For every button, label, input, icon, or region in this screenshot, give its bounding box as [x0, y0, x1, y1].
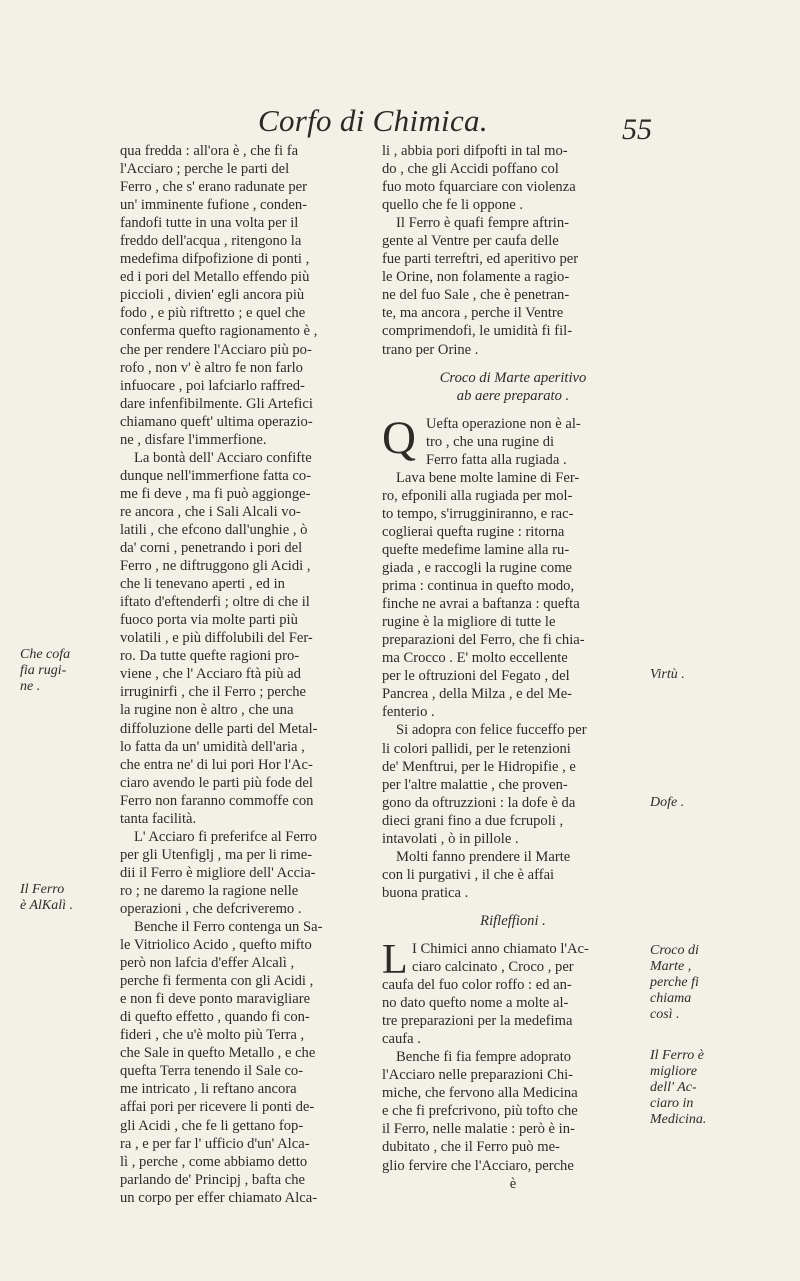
text-line: rugine è la migliore di tutte le [382, 614, 556, 631]
text-line: irruginirfi , che il Ferro ; perche [120, 684, 306, 701]
text-line: le Vitriolico Acido , quefto mifto [120, 937, 312, 954]
paragraph [120, 142, 366, 449]
text-line: finche ne avrai a baftanza : quefta [382, 596, 580, 613]
text-line: le Orine, non folamente a ragio- [382, 269, 570, 286]
text-line: che li tenevano aperti , ed in [120, 576, 285, 593]
note-line: Che cofa [20, 647, 71, 662]
text-line: piccioli , divien' egli ancora più [120, 287, 305, 304]
text-line: gente al Ventre per caufa delle [382, 233, 559, 250]
text-line: fodo , e più riftretto ; e quel che [120, 305, 306, 322]
note-line: è AlKalì . [20, 898, 74, 913]
running-head [0, 103, 800, 147]
text-line: fue parti terreftri, ed aperitivo per [382, 251, 579, 268]
note-line: dell' Ac- [650, 1080, 697, 1095]
text-line: però non lafcia d'effer Alcalì , [120, 955, 295, 972]
text-line: Il Ferro è quafi fempre aftrin- [396, 215, 570, 232]
text-line: operazioni , che defcriveremo . [120, 900, 302, 917]
text-line: e che fi prefcrivono, più tofto che [382, 1103, 578, 1120]
text-line: caufa . [382, 1031, 421, 1048]
note-line: Virtù . [650, 667, 685, 682]
paragraph [382, 1048, 644, 1192]
text-line: medefima difpofizione di ponti , [120, 251, 310, 268]
heading-line: ab aere preparato . [456, 387, 570, 404]
text-line: conferma quefto ragionamento è , [120, 323, 318, 340]
text-line: parlando de' Principj , bafta che [120, 1171, 305, 1188]
text-line: quefta Terra tenendo il Sale co- [120, 1063, 304, 1080]
text-line: la rugine non è altro , che una [120, 702, 294, 719]
text-line: per le oftruzioni del Fegato , del [382, 668, 570, 685]
text-line: li , abbia pori difpofti in tal mo- [382, 143, 568, 159]
note-line: Dofe . [650, 795, 685, 810]
text-line: caufa del fuo color roffo : ed an- [382, 977, 572, 994]
text-line: quello che fe li oppone . [382, 197, 524, 214]
paragraph [382, 142, 644, 214]
text-line: ciaro avendo le parti più fode del [120, 774, 313, 791]
drop-cap: Q [382, 411, 416, 464]
text-line: prima : continua in quefto modo, [382, 578, 575, 595]
text-line: e non fi deve ponto maravigliare [120, 991, 311, 1008]
text-line: freddo dell'acqua , ritengono la [120, 233, 302, 250]
text-line: da' corni , penetrando i pori del [120, 540, 303, 557]
text-line: fideri , che u'è molto più Terra , [120, 1027, 305, 1044]
text-line: affai pori per ricevere li ponti de- [120, 1099, 315, 1116]
text-line: volatili , e più diffolubili del Fer- [120, 630, 313, 647]
text-line: trano per Orine . [382, 341, 479, 358]
note-line: Marte , [650, 959, 692, 974]
text-line: lì , perche , come abbiamo detto [120, 1153, 308, 1170]
section-heading [382, 369, 644, 405]
text-line: iftato d'eftenderfi ; oltre di che il [120, 594, 310, 611]
page-number: 55 [622, 113, 652, 146]
note-line: ciaro in [650, 1096, 694, 1111]
text-line: fuoco porta via molte parti più [120, 612, 298, 629]
paragraph [382, 848, 644, 902]
text-line: miche, che fervono alla Medicina [382, 1085, 578, 1102]
text-line: glio fervire che l'Acciaro, perche [382, 1157, 574, 1174]
paragraph [382, 976, 644, 1048]
text-line: giada , e raccogli la rugine come [382, 560, 573, 577]
text-line: dii il Ferro è migliore dell' Accia- [120, 864, 316, 881]
text-line: quefte medefime lamine alla ru- [382, 541, 570, 558]
note-line: chiama [650, 991, 692, 1006]
text-line: un corpo per effer chiamato Alca- [120, 1189, 318, 1206]
text-line: te, ma ancora , perche il Ventre [382, 305, 564, 322]
text-line: chiamano queft' ultima operazio- [120, 413, 313, 430]
spacer [382, 405, 644, 415]
text-line: to tempo, s'irrugginiranno, e rac- [382, 505, 574, 522]
text-line: preparazioni del Ferro, che fi chia- [382, 632, 585, 649]
text-line: fenterio . [382, 704, 435, 721]
text-line: ro. Da tutte quefte ragioni pro- [120, 648, 300, 665]
text-line: L' Acciaro fi preferifce al Ferro [134, 828, 317, 845]
text-line: me intricato , li reftano ancora [120, 1081, 297, 1098]
text-line: viene , che l' Acciaro ftà più ad [120, 666, 301, 683]
margin-note [20, 647, 118, 695]
note-line: Il Ferro [20, 882, 65, 897]
spacer [382, 930, 644, 940]
paragraph-drop-cap [382, 936, 644, 983]
text-line: Benche il Ferro contenga un Sa- [134, 919, 323, 936]
text-line: li colori pallidi, per le retenzioni [382, 740, 571, 757]
text-line: Molti fanno prendere il Marte [396, 848, 571, 865]
text-line: no dato quefto nome a molte al- [382, 995, 569, 1012]
text-line: l'Acciaro ; perche le parti del [120, 161, 290, 178]
note-line: Croco di [650, 943, 699, 958]
text-line: latili , che efcono dall'unghie , ò [120, 521, 308, 538]
text-line: ro ; ne daremo la ragione nelle [120, 882, 299, 899]
text-line: che entra ne' di lui pori Hor l'Ac- [120, 756, 313, 773]
text-line: Ferro , che s' erano radunate per [120, 179, 307, 196]
text-line: che Sale in quefto Metallo , e che [120, 1045, 316, 1062]
margin-note [650, 943, 750, 1023]
text-line: coglierai quefta rugine : ritorna [382, 523, 565, 540]
text-line: I Chimici anno chiamato l'Ac- [412, 940, 589, 957]
paragraph-drop-cap [382, 411, 644, 469]
heading-line: Rifleffioni . [480, 912, 546, 929]
text-line: ne del fuo Sale , che è penetran- [382, 287, 570, 304]
note-line: ne . [20, 679, 41, 694]
text-line: l'Acciaro nelle preparazioni Chi- [382, 1067, 574, 1084]
text-line: dunque nell'immerfione fatta co- [120, 467, 312, 484]
text-line: Pancrea , della Milza , e del Me- [382, 686, 573, 703]
text-line: con li purgativi , il che è affai [382, 866, 555, 883]
heading-line: Croco di Marte aperitivo [439, 369, 587, 386]
note-line: Medicina. [650, 1112, 707, 1127]
paragraph [382, 214, 644, 358]
text-line: ciaro calcinato , Croco , per [412, 959, 574, 976]
text-line: intavolati , ò in pillole . [382, 830, 519, 847]
text-line: gono da oftruzzioni : la dofe è da [382, 794, 576, 811]
text-line: ed i pori del Metallo effendo più [120, 269, 310, 286]
text-line: Benche fi fia fempre adoprato [396, 1049, 572, 1066]
text-line: infuocare , poi lafciarlo raffred- [120, 377, 305, 394]
text-line: diffoluzione delle parti del Metal- [120, 720, 318, 737]
left-column [120, 142, 366, 1207]
text-line: Si adopra con felice fucceffo per [396, 722, 587, 739]
text-line: il Ferro, nelle malatie : però è in- [382, 1121, 575, 1138]
text-line: tro , che una rugine di [426, 433, 555, 450]
text-line: un' imminente fufione , conden- [120, 197, 308, 214]
text-line: di quefto effetto , quando fi con- [120, 1009, 310, 1026]
text-line: do , che gli Accidi poffano col [382, 161, 559, 178]
running-title: Corfo di Chimica. [258, 103, 488, 138]
text-line: tre preparazioni per la medefima [382, 1013, 573, 1030]
text-line: dubitato , che il Ferro può me- [382, 1139, 560, 1156]
note-line: perche fi [650, 975, 699, 990]
text-line: dare infenfibilmente. Gli Artefici [120, 395, 313, 412]
paragraph [382, 721, 644, 847]
spacer [382, 902, 644, 912]
text-line: ro, efponili alla rugiada per mol- [382, 487, 573, 504]
right-column [382, 142, 644, 1193]
margin-note [20, 882, 118, 914]
note-line: migliore [650, 1064, 697, 1079]
margin-note [650, 667, 750, 683]
paragraph [120, 449, 366, 828]
text-line: lo fatta da un' umidità dell'aria , [120, 738, 305, 755]
note-line: Il Ferro è [650, 1048, 704, 1063]
text-line: per gli Utenfiglj , ma per li rime- [120, 846, 313, 863]
text-line: buona pratica . [382, 884, 469, 901]
paragraph [120, 828, 366, 918]
text-line: ma Crocco . E' molto eccellente [382, 650, 568, 667]
spacer [382, 359, 644, 369]
paragraph [382, 469, 644, 722]
margin-note [650, 795, 750, 811]
text-line: che per rendere l'Acciaro più po- [120, 341, 312, 358]
drop-cap: L [382, 936, 408, 983]
text-line: Ferro non faranno commoffe con [120, 792, 314, 809]
text-line: tanta facilità. [120, 810, 197, 827]
text-line: per l'altre malattie , che proven- [382, 776, 568, 793]
note-line: fia rugi- [20, 663, 67, 678]
text-line: Ferro , ne diftruggono gli Acidi , [120, 558, 311, 575]
text-line: de' Menftrui, per le Hidropifie , e [382, 758, 576, 775]
note-line: così . [650, 1007, 680, 1022]
text-line: rofo , non v' è altro fe non farlo [120, 359, 303, 376]
text-line: re ancora , che i Sali Alcali vo- [120, 503, 301, 520]
text-line: è [509, 1175, 517, 1192]
text-line: Uefta operazione non è al- [426, 415, 581, 432]
section-heading [382, 912, 644, 930]
text-line: gli Acidi , che fe li gettano fop- [120, 1117, 304, 1134]
text-line: Ferro fatta alla rugiada . [426, 451, 567, 468]
text-line: La bontà dell' Acciaro confifte [134, 449, 312, 466]
text-line: ne , disfare l'immerfione. [120, 431, 267, 448]
text-line: me fi deve , ma fi può aggionge- [120, 485, 311, 502]
text-line: fandofi tutte in una volta per il [120, 215, 299, 232]
text-line: perche fi fermenta con gli Acidi , [120, 973, 314, 990]
text-line: qua fredda : all'ora è , che fi fa [120, 143, 299, 159]
text-line: Lava bene molte lamine di Fer- [396, 469, 580, 486]
text-line: comprimendofi, le umidità fi fil- [382, 323, 573, 340]
text-line: dieci grani fino a due fcrupoli , [382, 812, 564, 829]
paragraph [120, 918, 366, 1207]
text-line: fuo moto fquarciare con violenza [382, 179, 576, 196]
text-line: ra , e per far l' ufficio d'un' Alca- [120, 1135, 310, 1152]
margin-note [650, 1048, 750, 1128]
